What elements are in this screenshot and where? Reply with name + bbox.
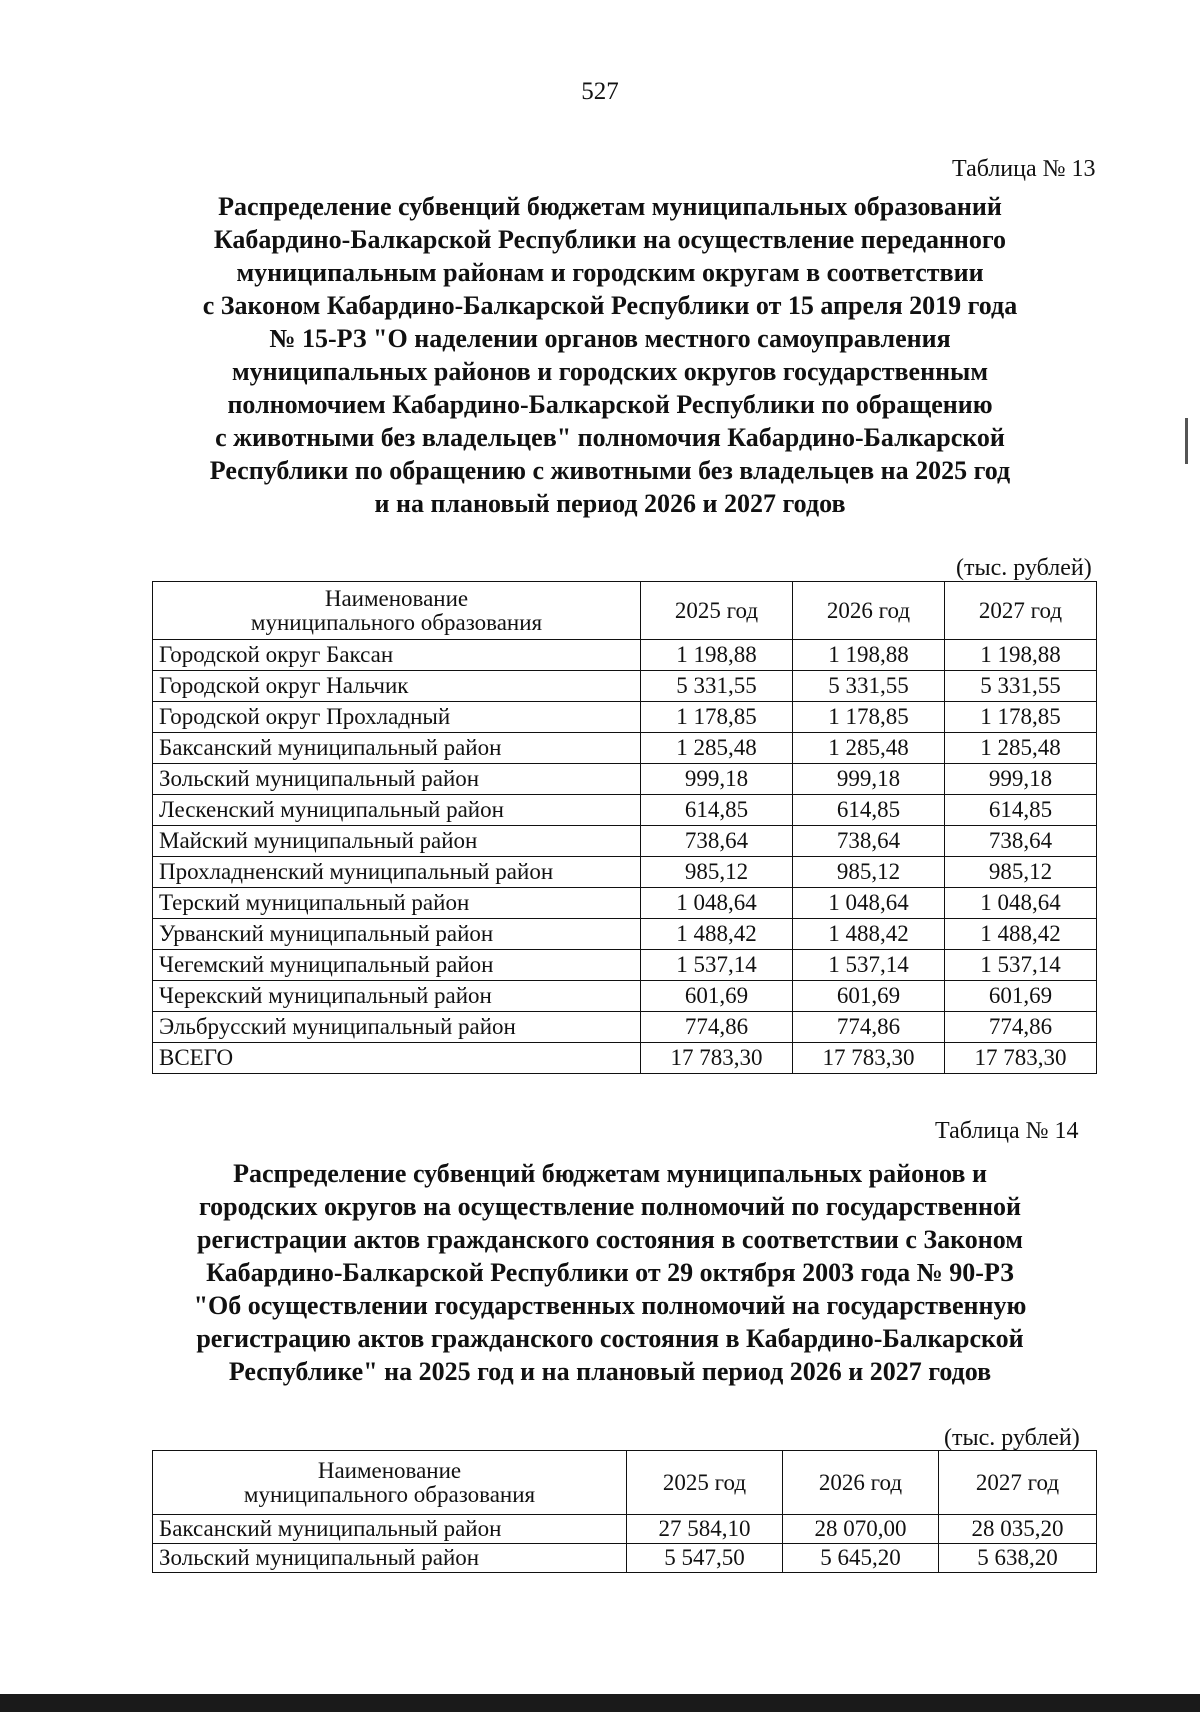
heading-line: регистрации актов гражданского состояния в соответствии с Законом — [197, 1225, 1023, 1254]
cell-2025: 774,86 — [641, 1012, 793, 1043]
cell-2026: 614,85 — [793, 795, 945, 826]
row-name-cell: Баксанский муниципальный район — [153, 1515, 627, 1544]
cell-2027: 738,64 — [945, 826, 1097, 857]
heading-line: и на плановый период 2026 и 2027 годов — [374, 489, 846, 518]
cell-2027: 1 488,42 — [945, 919, 1097, 950]
cell-2025: 1 488,42 — [641, 919, 793, 950]
row-name-cell: Прохладненский муниципальный район — [153, 857, 641, 888]
header-2026: 2026 год — [793, 582, 945, 640]
cell-2025: 985,12 — [641, 857, 793, 888]
table-row — [153, 857, 1097, 888]
cell-2027: 601,69 — [945, 981, 1097, 1012]
header-name-line1: Наименование — [324, 585, 469, 611]
heading-line: Кабардино-Балкарской Республики от 29 октября 2003 года № 90-РЗ — [206, 1258, 1014, 1287]
row-name-cell: Терский муниципальный район — [153, 888, 641, 919]
table-14-label: Таблица № 14 — [935, 1118, 1079, 1144]
cell-2025: 1 537,14 — [641, 950, 793, 981]
row-name-cell: Майский муниципальный район — [153, 826, 641, 857]
cell-2026: 1 048,64 — [793, 888, 945, 919]
table-row — [153, 1515, 1097, 1544]
row-name-cell: Эльбрусский муниципальный район — [153, 1012, 641, 1043]
cell-2027: 17 783,30 — [945, 1043, 1097, 1074]
table-row — [153, 1043, 1097, 1074]
heading-line: регистрацию актов гражданского состояния в Кабардино-Балкарской — [196, 1324, 1024, 1353]
page-number: 527 — [581, 78, 619, 105]
table-row — [153, 764, 1097, 795]
cell-2025: 17 783,30 — [641, 1043, 793, 1074]
table-13-heading — [150, 190, 1070, 520]
table-14-heading — [150, 1157, 1070, 1388]
heading-line: городских округов на осуществление полномочий по государственной — [199, 1192, 1021, 1221]
header-2026: 2026 год — [783, 1451, 939, 1515]
cell-2027: 774,86 — [945, 1012, 1097, 1043]
row-name-cell: ВСЕГО — [153, 1043, 641, 1074]
table-row — [153, 1012, 1097, 1043]
header-2027: 2027 год — [945, 582, 1097, 640]
row-name-cell: Чегемский муниципальный район — [153, 950, 641, 981]
row-name-cell: Городской округ Нальчик — [153, 671, 641, 702]
header-name-line1: Наименование — [317, 1457, 462, 1483]
cell-2026: 601,69 — [793, 981, 945, 1012]
heading-line: Республике" на 2025 год и на плановый период 2026 и 2027 годов — [228, 1357, 992, 1386]
row-name-cell: Черекский муниципальный район — [153, 981, 641, 1012]
cell-2026: 28 070,00 — [783, 1515, 939, 1544]
row-name-cell: Городской округ Баксан — [153, 640, 641, 671]
table-row — [153, 888, 1097, 919]
cell-2025: 1 285,48 — [641, 733, 793, 764]
header-2027: 2027 год — [939, 1451, 1097, 1515]
header-name-line2: муниципального образования — [250, 609, 543, 635]
table-row — [153, 826, 1097, 857]
heading-line: Республики по обращению с животными без владельцев на 2025 год — [209, 456, 1011, 485]
header-name — [153, 1451, 627, 1515]
scan-bottom-edge — [0, 1694, 1200, 1712]
row-name-cell: Баксанский муниципальный район — [153, 733, 641, 764]
row-name-cell: Зольский муниципальный район — [153, 1544, 627, 1573]
cell-2026: 774,86 — [793, 1012, 945, 1043]
cell-2027: 1 198,88 — [945, 640, 1097, 671]
cell-2025: 5 547,50 — [627, 1544, 783, 1573]
cell-2027: 5 331,55 — [945, 671, 1097, 702]
header-2025: 2025 год — [641, 582, 793, 640]
scan-edge-mark — [1185, 418, 1188, 464]
header-2025: 2025 год — [627, 1451, 783, 1515]
heading-line: Кабардино-Балкарской Республики на осуществление переданного — [213, 225, 1007, 254]
table-row — [153, 981, 1097, 1012]
cell-2026: 5 331,55 — [793, 671, 945, 702]
cell-2027: 1 178,85 — [945, 702, 1097, 733]
heading-line: полномочием Кабардино-Балкарской Республики по обращению — [227, 390, 993, 419]
cell-2025: 999,18 — [641, 764, 793, 795]
cell-2026: 1 198,88 — [793, 640, 945, 671]
cell-2025: 5 331,55 — [641, 671, 793, 702]
table-header-row — [153, 1451, 1097, 1515]
table-13-label: Таблица № 13 — [952, 156, 1096, 182]
cell-2026: 1 285,48 — [793, 733, 945, 764]
table-14-units: (тыс. рублей) — [944, 1425, 1080, 1451]
table-row — [153, 1544, 1097, 1573]
table-row — [153, 640, 1097, 671]
cell-2027: 1 537,14 — [945, 950, 1097, 981]
cell-2026: 999,18 — [793, 764, 945, 795]
cell-2027: 28 035,20 — [939, 1515, 1097, 1544]
cell-2027: 985,12 — [945, 857, 1097, 888]
cell-2025: 1 048,64 — [641, 888, 793, 919]
cell-2027: 5 638,20 — [939, 1544, 1097, 1573]
table-row — [153, 919, 1097, 950]
cell-2027: 1 285,48 — [945, 733, 1097, 764]
table-13 — [152, 581, 1097, 1074]
table-row — [153, 950, 1097, 981]
cell-2026: 738,64 — [793, 826, 945, 857]
table-14 — [152, 1450, 1097, 1573]
table-row — [153, 671, 1097, 702]
cell-2026: 5 645,20 — [783, 1544, 939, 1573]
cell-2026: 1 488,42 — [793, 919, 945, 950]
header-name — [153, 582, 641, 640]
row-name-cell: Урванский муниципальный район — [153, 919, 641, 950]
heading-line: "Об осуществлении государственных полномочий на государственную — [193, 1291, 1027, 1320]
cell-2025: 1 198,88 — [641, 640, 793, 671]
heading-line: № 15-РЗ "О наделении органов местного самоуправления — [269, 324, 951, 353]
table-row — [153, 733, 1097, 764]
cell-2025: 1 178,85 — [641, 702, 793, 733]
cell-2027: 1 048,64 — [945, 888, 1097, 919]
table-13-units: (тыс. рублей) — [956, 555, 1092, 581]
cell-2025: 738,64 — [641, 826, 793, 857]
cell-2027: 999,18 — [945, 764, 1097, 795]
cell-2026: 1 178,85 — [793, 702, 945, 733]
cell-2025: 601,69 — [641, 981, 793, 1012]
heading-line: Распределение субвенций бюджетам муниципальных образований — [218, 192, 1002, 221]
cell-2026: 17 783,30 — [793, 1043, 945, 1074]
cell-2026: 985,12 — [793, 857, 945, 888]
row-name-cell: Городской округ Прохладный — [153, 702, 641, 733]
table-13-body — [153, 640, 1097, 1074]
heading-line: муниципальным районам и городским округам в соответствии — [236, 258, 984, 287]
heading-line: муниципальных районов и городских округов государственным — [231, 357, 989, 386]
cell-2025: 27 584,10 — [627, 1515, 783, 1544]
header-name-line2: муниципального образования — [243, 1481, 536, 1507]
row-name-cell: Лескенский муниципальный район — [153, 795, 641, 826]
cell-2027: 614,85 — [945, 795, 1097, 826]
heading-line: с животными без владельцев" полномочия Кабардино-Балкарской — [215, 423, 1005, 452]
table-row — [153, 702, 1097, 733]
table-row — [153, 795, 1097, 826]
cell-2025: 614,85 — [641, 795, 793, 826]
heading-line: с Законом Кабардино-Балкарской Республики от 15 апреля 2019 года — [202, 291, 1018, 320]
row-name-cell: Зольский муниципальный район — [153, 764, 641, 795]
table-header-row — [153, 582, 1097, 640]
table-14-body — [153, 1515, 1097, 1573]
cell-2026: 1 537,14 — [793, 950, 945, 981]
heading-line: Распределение субвенций бюджетам муниципальных районов и — [233, 1159, 987, 1188]
